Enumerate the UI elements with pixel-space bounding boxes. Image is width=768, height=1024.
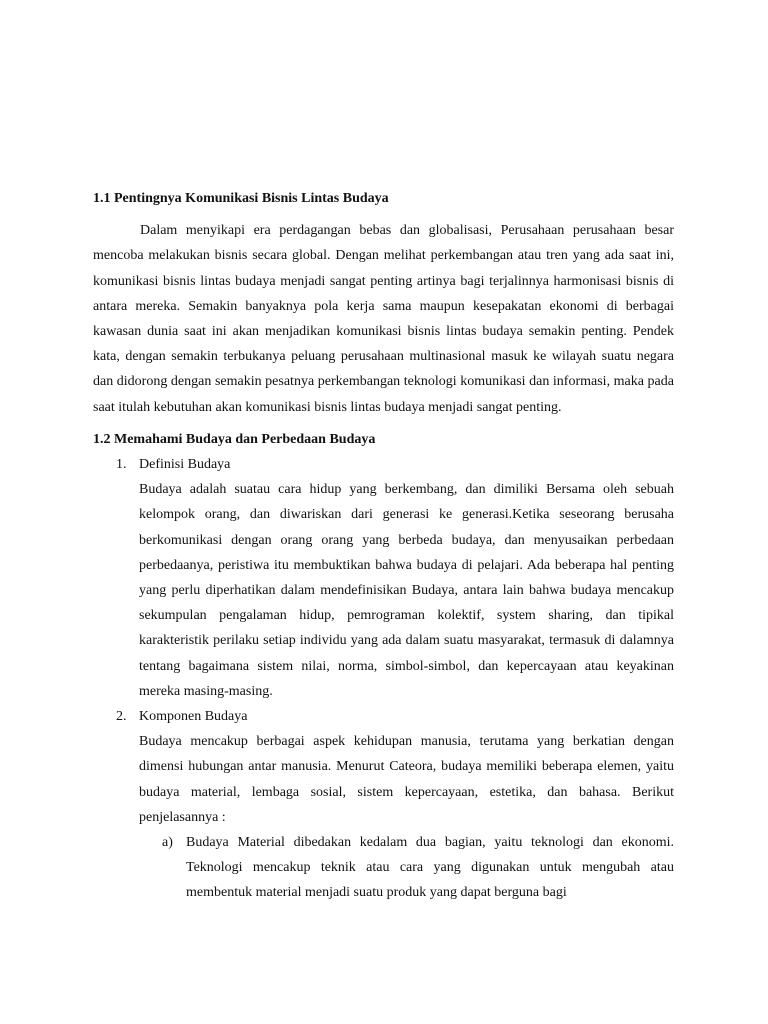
section-1-heading: 1.1 Pentingnya Komunikasi Bisnis Lintas Budaya	[93, 191, 389, 206]
list-number: 1.	[116, 457, 127, 473]
sub-list-item-text: Budaya Material dibedakan kedalam dua bagian, yaitu teknologi dan ekonomi. Teknologi mencakup teknik atau cara yang digunakan untuk mengubah atau membentuk material menjadi suatu produk yang dapat berguna bagi	[186, 835, 674, 901]
list-item-title: Definisi Budaya	[139, 457, 231, 473]
section-2-heading: 1.2 Memahami Budaya dan Perbedaan Budaya	[93, 431, 376, 447]
sub-list-item-budaya-material	[93, 830, 674, 906]
list-item-text: Budaya adalah suatau cara hidup yang berkembang, dan dimiliki Bersama oleh sebuah kelompok orang, dan diwariskan dari generasi ke generasi.Ketika seseorang berusaha berkomunikasi dengan orang orang yang berbeda budaya, dan menyusaikan perbedaan perbedaanya, peristiwa itu membuktikan bahwa budaya di pelajari. Ada beberapa hal penting yang perlu diperhatikan dalam mendefinisikan Budaya, antara lain bahwa budaya mencakup sekumpulan pengalaman hidup, pemrograman kolektif, system sharing, dan tipikal karakteristik perilaku setiap individu yang ada dalam suatu masyarakat, termasuk di dalamnya tentang bagaimana sistem nilai, norma, simbol-simbol, dan kepercayaan atau keyakinan mereka masing-masing.	[139, 482, 674, 699]
list-item-title: Komponen Budaya	[139, 709, 248, 725]
sub-list-letter: a)	[162, 835, 173, 851]
document-body	[93, 186, 674, 906]
list-number: 2.	[116, 709, 127, 725]
list-item-text: Budaya mencakup berbagai aspek kehidupan manusia, terutama yang berkatian dengan dimensi hubungan antar manusia. Menurut Cateora, budaya memiliki beberapa elemen, yaitu budaya material, lembaga sosial, sistem kepercayaan, estetika, dan bahasa. Berikut penjelasannya :	[139, 734, 674, 825]
list-item-definisi-budaya	[93, 452, 674, 704]
section-1-paragraph: Dalam menyikapi era perdagangan bebas dan globalisasi, Perusahaan perusahaan besar mencoba melakukan bisnis secara global. Dengan melihat perkembangan atau tren yang ada saat ini, komunikasi bisnis lintas budaya menjadi sangat penting artinya bagi terjalinnya harmonisasi bisnis di antara mereka. Semakin banyaknya pola kerja sama maupun kesepakatan ekonomi di berbagai kawasan dunia saat ini akan menjadikan komunikasi bisnis lintas budaya semakin penting. Pendek kata, dengan semakin terbukanya peluang perusahaan multinasional masuk ke wilayah suatu negara dan didorong dengan semakin pesatnya perkembangan teknologi komunikasi dan informasi, maka pada saat itulah kebutuhan akan komunikasi bisnis lintas budaya menjadi sangat penting.	[93, 223, 674, 415]
list-item-komponen-budaya	[93, 704, 674, 906]
